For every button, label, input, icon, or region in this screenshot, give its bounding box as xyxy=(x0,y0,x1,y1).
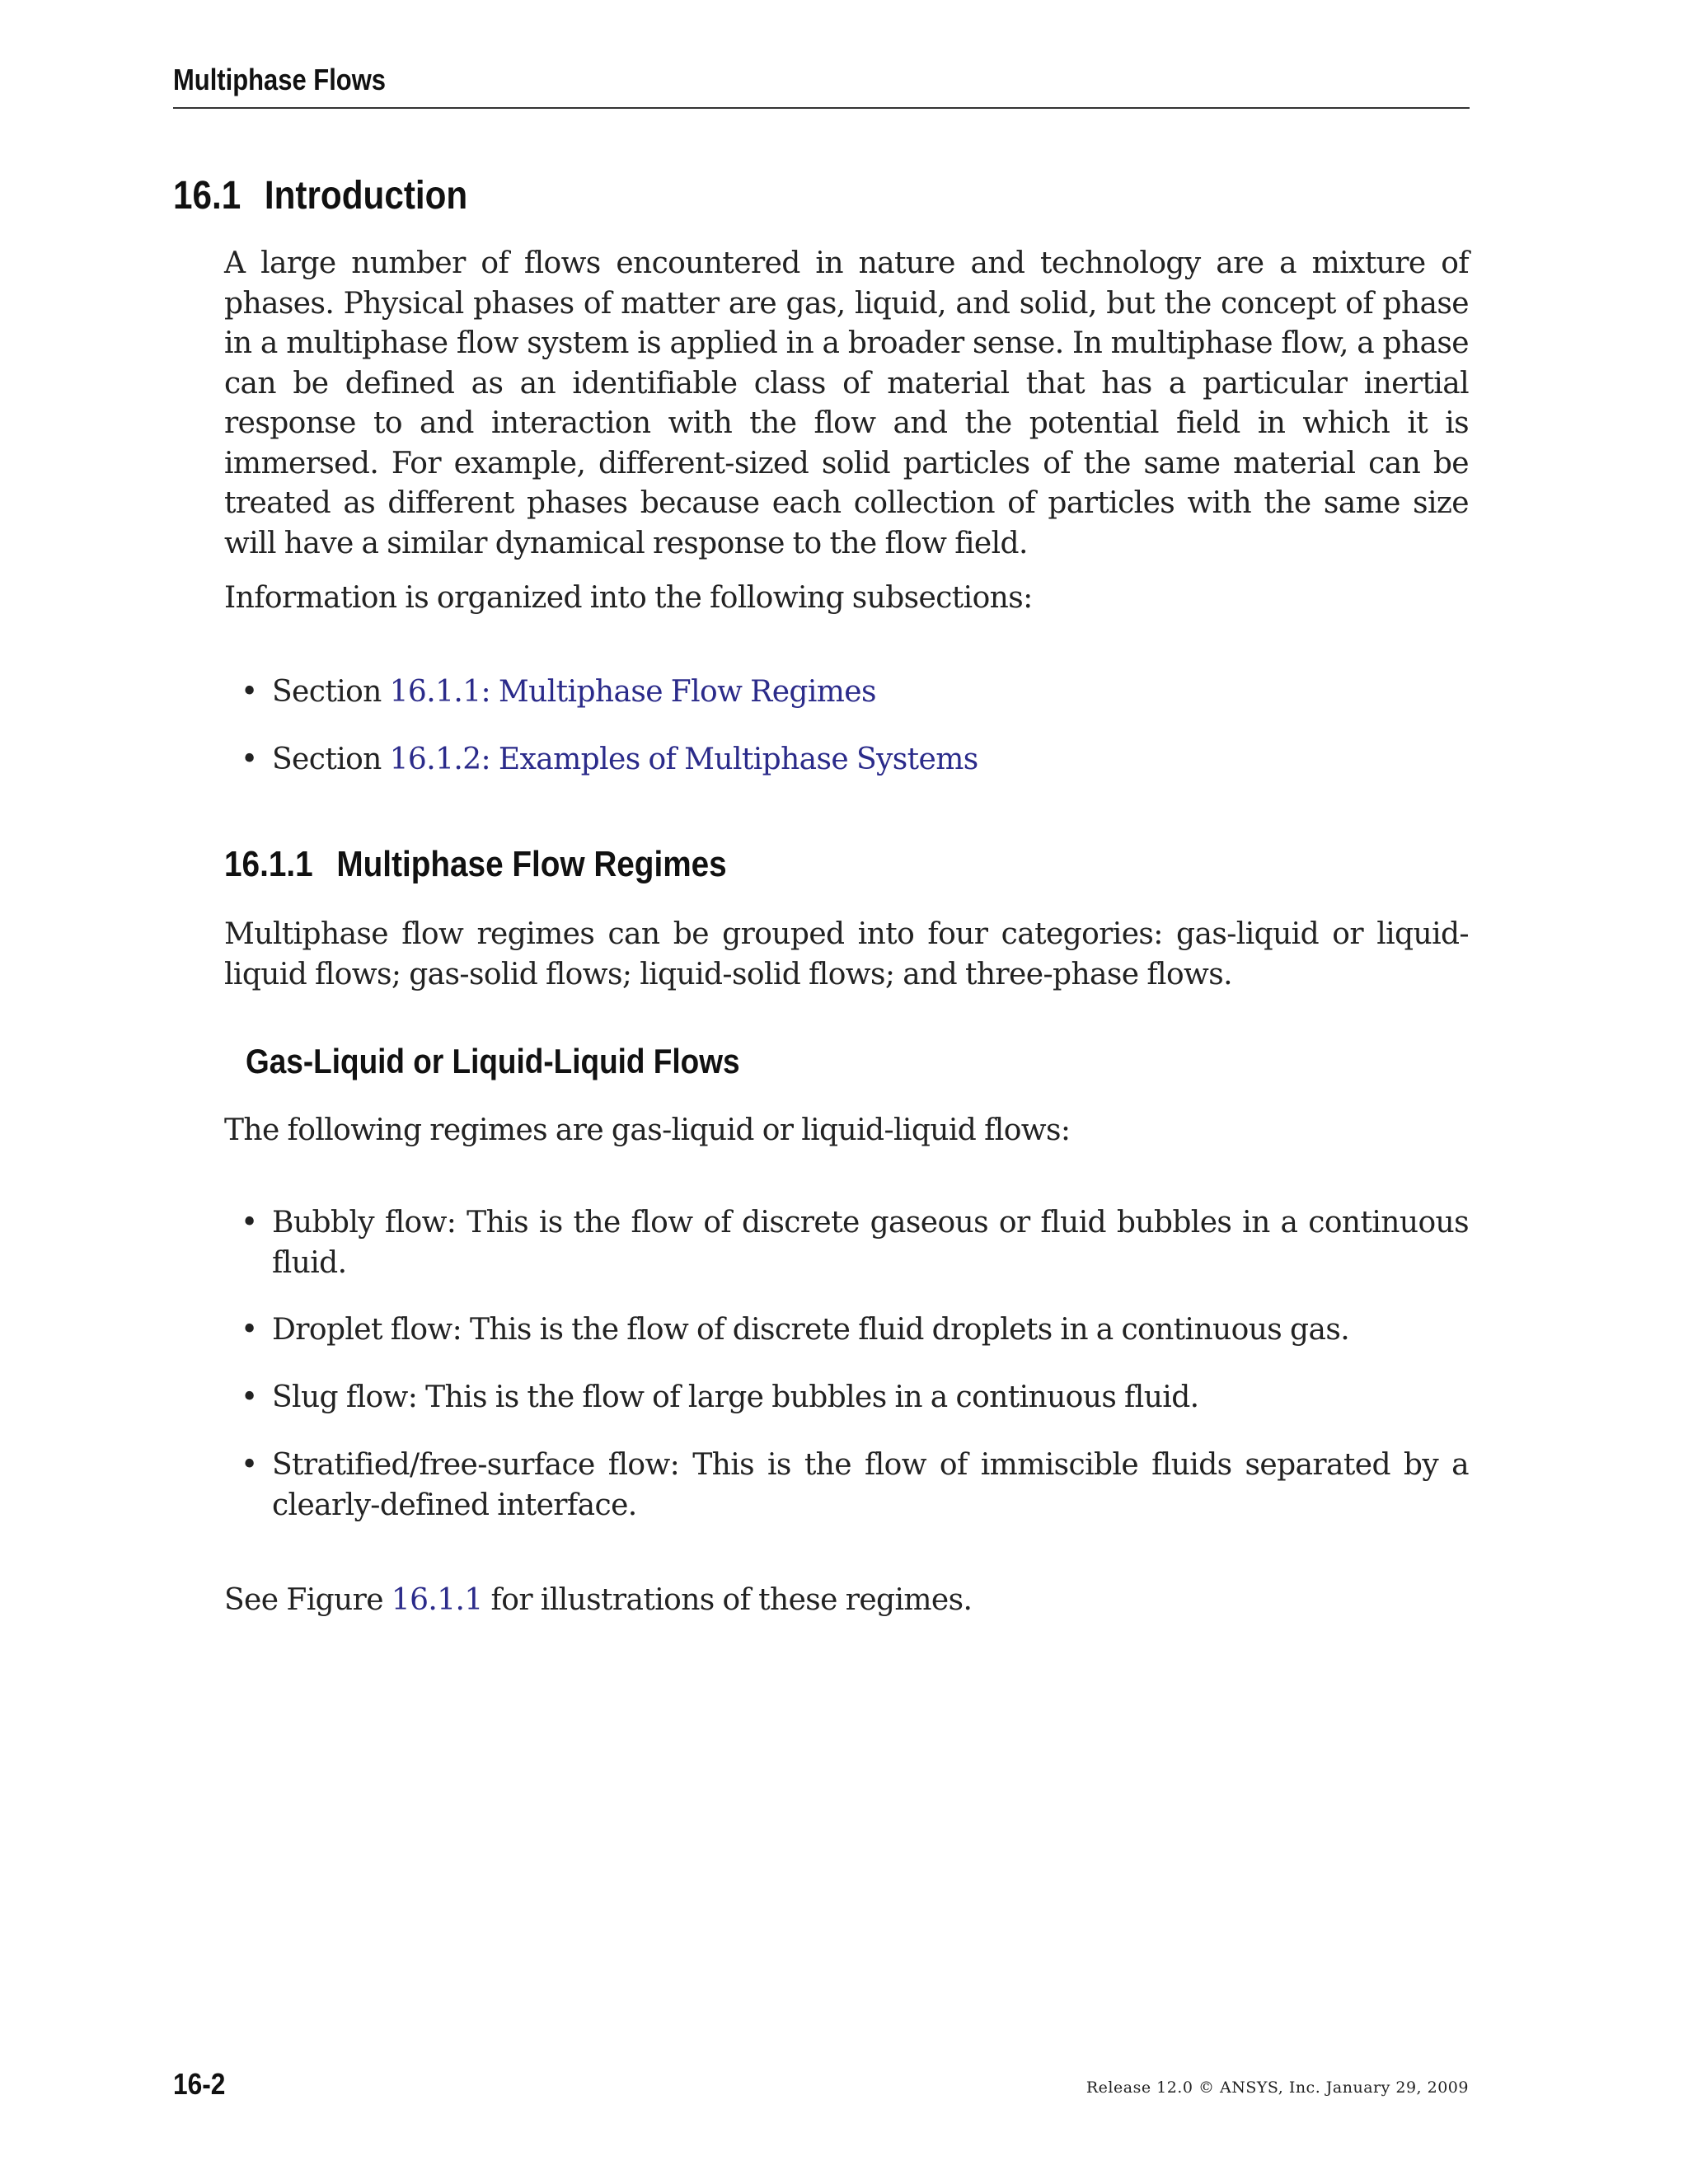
gl-intro: The following regimes are gas-liquid or liquid-liquid flows: xyxy=(224,1113,1071,1147)
page-number: 16-2 xyxy=(173,2067,226,2101)
intro-paragraph: A large number of flows encountered in nature and technology are a mixture of phases. Physical phases of matter are gas, liquid, and solid, but the concept of phase in a multiphase flow system is applied in a broader sense. In multiphase flow, a phase can be defined as an identifiable class of material that has a particular inertial response to and interaction with the flow and the potential field in which it is immersed. For example, different-sized solid particles of the same material can be treated as different phases because each collection of particles with the same size will have a similar dynamical response to the flow field. xyxy=(224,246,1469,560)
toc-prefix: Section xyxy=(272,743,390,776)
regime-item xyxy=(241,1203,1469,1283)
regime-item xyxy=(241,1378,1469,1418)
bullet-icon: • xyxy=(241,1313,258,1347)
header-rule xyxy=(173,107,1470,109)
regime-text: Stratified/free-surface flow: This is the flow of immiscible fluids separated by a clearly-defined interface. xyxy=(272,1448,1469,1522)
regime-item xyxy=(241,1310,1469,1351)
subsection-number: 16.1.1 xyxy=(224,844,313,884)
section-number: 16.1 xyxy=(173,174,241,218)
bullet-icon: • xyxy=(241,1206,258,1240)
subsection-heading xyxy=(224,844,727,885)
running-head: Multiphase Flows xyxy=(173,63,387,96)
toc-item xyxy=(241,673,1469,713)
section-heading xyxy=(173,173,467,218)
subsections-intro: Information is organized into the following subsections: xyxy=(224,581,1033,615)
subsection-title: Multiphase Flow Regimes xyxy=(336,844,727,884)
regime-item xyxy=(241,1446,1469,1526)
toc-link-flow-regimes[interactable]: 16.1.1: Multiphase Flow Regimes xyxy=(389,675,876,709)
regime-text: Bubbly flow: This is the flow of discrete gaseous or fluid bubbles in a continuous fluid. xyxy=(272,1206,1469,1280)
see-figure-after: for illustrations of these regimes. xyxy=(482,1583,973,1617)
toc-link-examples[interactable]: 16.1.2: Examples of Multiphase Systems xyxy=(389,743,978,776)
bullet-icon: • xyxy=(241,743,258,776)
bullet-icon: • xyxy=(241,1380,258,1414)
see-figure-before: See Figure xyxy=(224,1583,392,1617)
section-title: Introduction xyxy=(264,174,468,218)
toc-prefix: Section xyxy=(272,675,390,709)
figure-link[interactable]: 16.1.1 xyxy=(391,1583,483,1617)
regimes-paragraph: Multiphase flow regimes can be grouped into four categories: gas-liquid or liquid-liquid flows; gas-solid flows; liquid-solid flows; and three-phase flows. xyxy=(224,917,1469,991)
bullet-icon: • xyxy=(241,675,258,709)
see-figure-paragraph xyxy=(224,1581,1469,1621)
toc-item xyxy=(241,740,1469,780)
release-notice: Release 12.0 © ANSYS, Inc. January 29, 2009 xyxy=(1085,2079,1469,2097)
paragraph-heading: Gas-Liquid or Liquid-Liquid Flows xyxy=(246,1042,740,1080)
bullet-icon: • xyxy=(241,1448,258,1482)
regime-text: Droplet flow: This is the flow of discrete fluid droplets in a continuous gas. xyxy=(272,1313,1350,1347)
regime-text: Slug flow: This is the flow of large bubbles in a continuous fluid. xyxy=(272,1380,1199,1414)
